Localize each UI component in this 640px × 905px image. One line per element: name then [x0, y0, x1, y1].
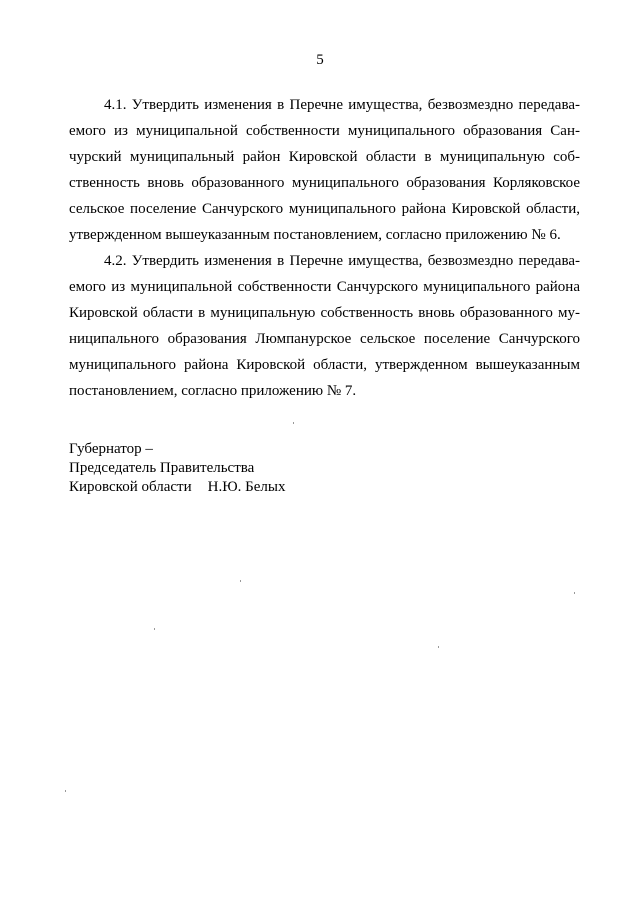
paragraph-line: 4.2. Утвердить изменения в Перечне имущества, безвозмездно передава- [104, 253, 580, 269]
scan-speck [154, 628, 155, 630]
signatory-name: Н.Ю. Белых [207, 479, 286, 495]
paragraph-line: постановлением, согласно приложению № 7. [69, 383, 357, 399]
paragraph-line: ниципального образования Люмпанурское сельское поселение Санчурского [69, 331, 580, 347]
paragraph-line: емого из муниципальной собственности Санчурского муниципального района [69, 279, 580, 295]
paragraph-line: сельское поселение Санчурского муниципального района Кировской области, [69, 201, 580, 217]
scan-speck [438, 646, 439, 648]
signature-block [69, 440, 285, 497]
paragraph-4-1 [69, 92, 580, 248]
paragraph-line: ственность вновь образованного муниципального образования Корляковское [69, 175, 580, 191]
scan-speck [293, 422, 294, 424]
scan-speck [574, 592, 575, 594]
paragraph-line: чурский муниципальный район Кировской области в муниципальную соб- [69, 149, 580, 165]
paragraph-line: муниципального района Кировской области, утвержденном вышеуказанным [69, 357, 580, 373]
signatory-title-line: Председатель Правительства [69, 460, 255, 476]
paragraph-line: емого из муниципальной собственности муниципального образования Сан- [69, 123, 580, 139]
signatory-title-line: Губернатор – [69, 441, 153, 457]
paragraph-4-2 [69, 248, 580, 404]
page-number: 5 [316, 52, 324, 68]
signatory-title-line [69, 478, 285, 497]
scan-speck [240, 580, 241, 582]
scan-speck [65, 790, 66, 792]
paragraph-line: 4.1. Утвердить изменения в Перечне имущества, безвозмездно передава- [104, 97, 580, 113]
signatory-region: Кировской области [69, 479, 192, 495]
paragraph-line: Кировской области в муниципальную собственность вновь образованного му- [69, 305, 580, 321]
paragraph-line: утвержденном вышеуказанным постановлением, согласно приложению № 6. [69, 227, 561, 243]
